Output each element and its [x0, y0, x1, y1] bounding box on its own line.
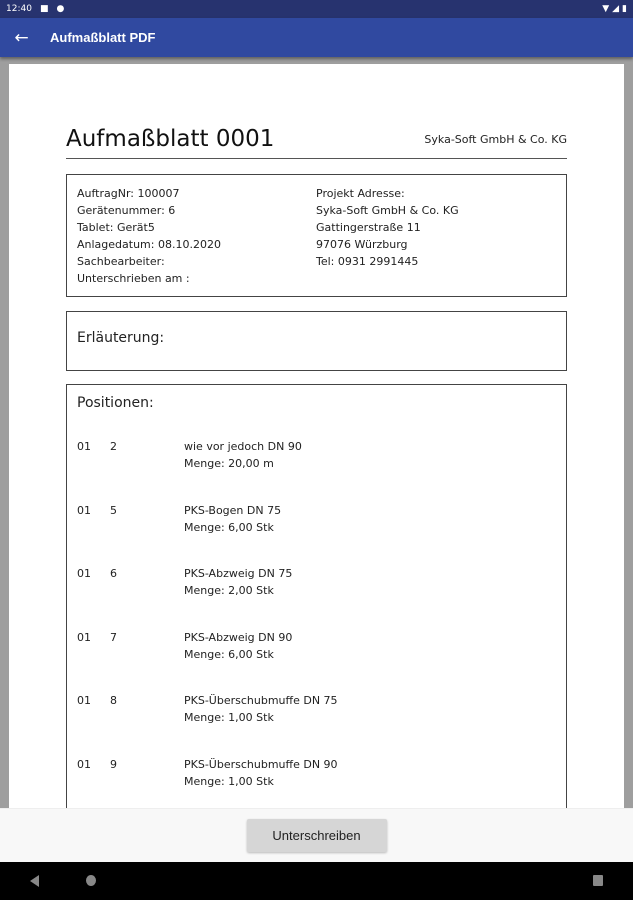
app-title: Aufmaßblatt PDF — [50, 30, 156, 45]
position-group: 01 — [77, 567, 91, 581]
info-left-line: Gerätenummer: 6 — [77, 204, 176, 217]
info-box — [66, 174, 567, 297]
erlaeuterung-box — [66, 311, 567, 371]
position-quantity: Menge: 1,00 Stk — [184, 775, 274, 788]
position-number: 5 — [110, 503, 117, 517]
position-description: wie vor jedoch DN 90 — [184, 440, 302, 453]
battery-icon: ▮ — [622, 4, 627, 14]
position-description: PKS-Bogen DN 75 — [184, 503, 282, 517]
title-divider — [66, 158, 567, 159]
position-quantity: Menge: 2,00 Stk — [184, 584, 274, 598]
position-group: 01 — [77, 694, 91, 708]
app-bar — [0, 18, 633, 57]
info-left-line: Unterschrieben am : — [77, 272, 190, 285]
position-group: 01 — [77, 630, 91, 644]
pdf-page[interactable] — [9, 64, 624, 824]
position-group: 01 — [77, 503, 91, 517]
nav-recents-icon[interactable] — [593, 875, 603, 886]
company-name: Syka-Soft GmbH & Co. KG — [424, 133, 567, 146]
position-number: 6 — [110, 567, 117, 581]
notification-icon: ■ — [39, 4, 49, 14]
info-right-line: Tel: 0931 2991445 — [316, 255, 419, 268]
info-left-line: Sachbearbeiter: — [77, 255, 165, 268]
position-quantity: Menge: 1,00 Stk — [184, 711, 274, 725]
status-time: 12:40 — [6, 4, 32, 14]
position-description: PKS-Abzweig DN 90 — [184, 630, 293, 644]
nav-home-icon[interactable] — [86, 875, 96, 886]
position-description: PKS-Abzweig DN 75 — [184, 567, 293, 581]
info-right-line: Gattingerstraße 11 — [316, 221, 421, 234]
position-quantity: Menge: 20,00 m — [184, 457, 274, 470]
sign-button[interactable]: Unterschreiben — [247, 819, 387, 852]
app-notification-icon: ● — [56, 4, 65, 14]
position-number: 8 — [110, 694, 117, 708]
position-number: 9 — [110, 758, 117, 771]
position-number: 7 — [110, 630, 117, 644]
position-quantity: Menge: 6,00 Stk — [184, 520, 274, 534]
info-right-line: Projekt Adresse: — [316, 187, 405, 200]
nav-back-icon[interactable] — [30, 875, 39, 887]
position-group: 01 — [77, 758, 91, 771]
status-bar — [0, 0, 633, 18]
position-number: 2 — [110, 440, 117, 453]
position-description: PKS-Überschubmuffe DN 75 — [184, 694, 338, 708]
wifi-icon: ▼ — [602, 4, 610, 14]
position-group: 01 — [77, 440, 91, 453]
signal-icon: ◢ — [612, 4, 620, 14]
positionen-label: Positionen: — [77, 395, 154, 411]
bottom-bar — [0, 808, 633, 862]
positionen-box — [66, 384, 567, 824]
info-left-line: Tablet: Gerät5 — [77, 221, 155, 234]
info-right-line: 97076 Würzburg — [316, 238, 408, 251]
position-quantity: Menge: 6,00 Stk — [184, 647, 274, 661]
navigation-bar — [0, 862, 633, 900]
back-arrow-icon[interactable]: ← — [14, 27, 29, 48]
info-left-line: AuftragNr: 100007 — [77, 187, 180, 200]
erlaeuterung-label: Erläuterung: — [77, 330, 165, 346]
document-title: Aufmaßblatt 0001 — [66, 126, 275, 152]
info-right-line: Syka-Soft GmbH & Co. KG — [316, 204, 459, 217]
position-description: PKS-Überschubmuffe DN 90 — [184, 758, 338, 771]
info-left-line: Anlagedatum: 08.10.2020 — [77, 238, 221, 251]
